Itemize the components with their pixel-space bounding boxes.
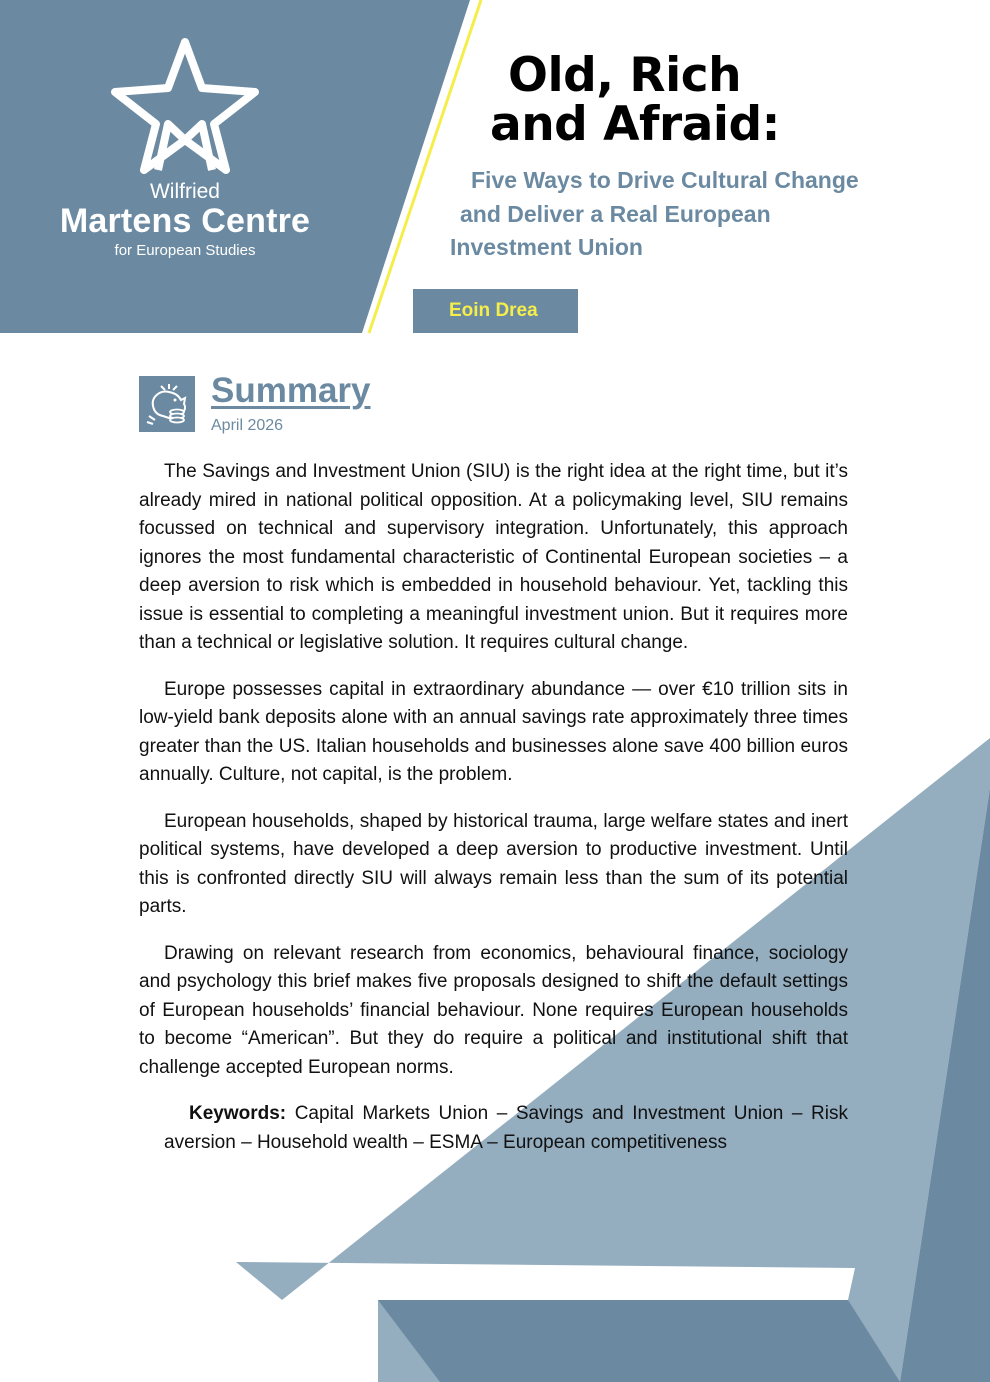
title-line-1: Old, Rich bbox=[508, 48, 742, 103]
summary-paragraph-4: Drawing on relevant research from economics, behavioural finance, sociology and psychology this brief makes five proposals designed to shift the default settings of European households’ financial behaviour. None requires European households to become “American”. But they do require a political and institutional shift that challenge accepted European norms. bbox=[139, 942, 848, 1078]
star-m-icon bbox=[110, 36, 260, 176]
logo-line-3: for European Studies bbox=[114, 241, 256, 259]
coins-piggy-icon bbox=[139, 376, 195, 432]
summary-heading: Summary bbox=[211, 371, 371, 410]
keywords-label: Keywords: bbox=[189, 1103, 287, 1124]
logo-line-1: Wilfried bbox=[149, 180, 220, 203]
author-badge: Eoin Drea bbox=[413, 289, 578, 333]
summary-date: April 2026 bbox=[211, 417, 284, 434]
subtitle-line-2: and Deliver a Real European bbox=[460, 201, 771, 227]
title-line-2: and Afraid: bbox=[490, 97, 780, 152]
summary-paragraph-1: The Savings and Investment Union (SIU) is the right idea at the right time, but it’s already mired in national political opposition. At a policymaking level, SIU remains focussed on technical and supervisory integration. Unfortunately, this approach ignores the most fundamental characteristic of Continental European societies – a deep aversion to risk which is embedded in household behaviour. Yet, tackling this issue is essential to completing a meaningful investment union. But it requires more than a technical or legislative solution. It requires cultural change. bbox=[139, 461, 848, 653]
dark-lower-band bbox=[378, 1300, 900, 1382]
subtitle-line-1: Five Ways to Drive Cultural Change bbox=[471, 167, 859, 193]
keywords bbox=[139, 1100, 848, 1157]
organization-logo bbox=[40, 36, 330, 259]
summary-paragraph-3: European households, shaped by historical trauma, large welfare states and inert political systems, have developed a deep aversion to productive investment. Until this is confronted directly SIU will always remain less than the sum of its potential parts. bbox=[139, 810, 848, 917]
keywords-list: Capital Markets Union – Savings and Investment Union – Risk aversion – Household wealth – ESMA – European competitiveness bbox=[164, 1103, 848, 1153]
logo-line-2: Martens Centre bbox=[59, 202, 311, 240]
summary-body bbox=[139, 458, 848, 1175]
summary-paragraph-2: Europe possesses capital in extraordinary abundance — over €10 trillion sits in low-yield bank deposits alone with an annual savings rate approximately three times greater than the US. Italian households and businesses alone save 400 billion euros annually. Culture, not capital, is the problem. bbox=[139, 678, 848, 785]
subtitle-line-3: Investment Union bbox=[450, 234, 643, 260]
